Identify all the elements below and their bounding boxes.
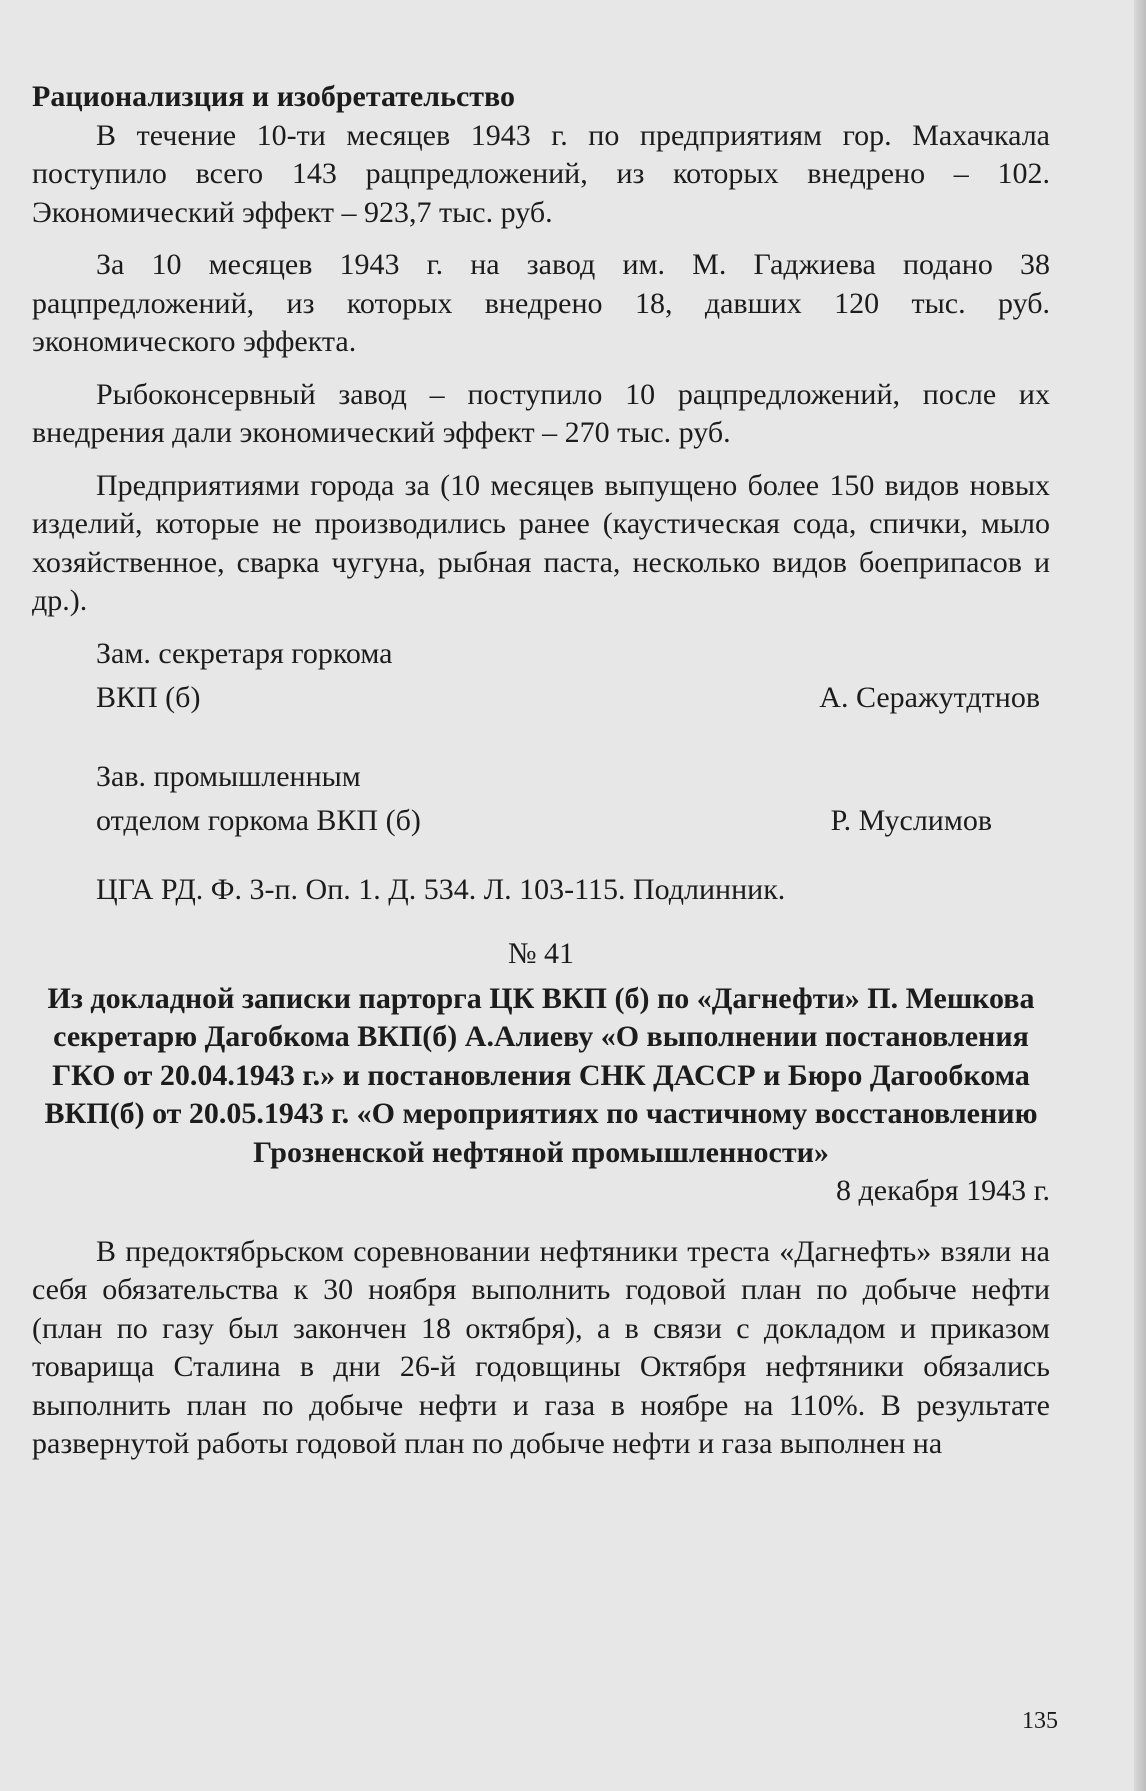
signature-title-line: Зав. промышленным	[96, 759, 361, 793]
paragraph-3: Рыбоконсервный завод – поступило 10 рацпредложений, после их внедрения дали экономический эффект – 270 тыс. руб.	[32, 377, 1050, 449]
page-content	[32, 78, 1050, 1464]
paragraph-2: За 10 месяцев 1943 г. на завод им. М. Гаджиева подано 38 рацпредложений, из которых внедрено 18, давших 120 тыс. руб. экономического эффекта.	[32, 248, 1050, 358]
signature-row	[96, 679, 1050, 718]
section-heading: Рационализция и изобретательство	[32, 80, 515, 113]
spacer	[32, 718, 1050, 758]
signature-block-2	[32, 758, 1050, 841]
document-title: Из докладной записки парторга ЦК ВКП (б) по «Дагнефти» П. Мешкова секретарю Дагобкома ВКП(б) А.Алиеву «О выполнении постановления ГКО от 20.04.1943 г.» и постановления СНК ДАССР и Бюро Дагообкома ВКП(б) от 20.05.1943 г. «О мероприятиях по частичному восстановлению Грозненской нефтяной промышленности»	[44, 981, 1038, 1169]
signature-name: Р. Муслимов	[830, 804, 992, 837]
spacer	[32, 1211, 1050, 1233]
signature-name: А. Серажутдтнов	[819, 681, 1040, 714]
document-date: 8 декабря 1943 г.	[836, 1174, 1050, 1207]
signature-block-1	[32, 635, 1050, 718]
spacer	[32, 909, 1050, 935]
spacer	[32, 453, 1050, 467]
page-edge	[1134, 0, 1146, 1791]
spacer	[32, 621, 1050, 635]
paragraph-bottom: В предоктябрьском соревновании нефтяники треста «Дагнефть» взяли на себя обязательства к 30 ноября выполнить годовой план по добыче нефти (план по газу был закончен 18 октября), а в связи с докладом и приказом товарища Сталина в дни 26-й годовщины Октября нефтяники обязались выполнить план по добыче нефти и газа в ноябре на 110%. В результате развернутой работы годовой план по добыче нефти и газа выполнен на	[32, 1234, 1050, 1460]
paragraph-4: Предприятиями города за (10 месяцев выпущено более 150 видов новых изделий, которые не производились ранее (каустическая сода, спички, мыло хозяйственное, сварка чугуна, рыбная паста, несколько видов боеприпасов и др.).	[32, 468, 1050, 617]
signature-title-line: отделом горкома ВКП (б)	[96, 804, 421, 837]
paragraph-1: В течение 10-ти месяцев 1943 г. по предприятиям гор. Махачкала поступило всего 143 рацпредложений, из которых внедрено – 102. Экономический эффект – 923,7 тыс. руб.	[32, 118, 1050, 229]
page-number: 135	[1022, 1708, 1058, 1734]
signature-row	[96, 802, 1050, 841]
source-note: ЦГА РД. Ф. 3-п. Оп. 1. Д. 534. Л. 103-115. Подлинник.	[96, 872, 786, 906]
spacer	[32, 841, 1050, 871]
signature-title-line: Зам. секретаря горкома	[96, 636, 393, 670]
signature-title-line: ВКП (б)	[96, 681, 201, 714]
document-number: № 41	[507, 937, 575, 970]
spacer	[32, 362, 1050, 376]
spacer	[32, 232, 1050, 246]
